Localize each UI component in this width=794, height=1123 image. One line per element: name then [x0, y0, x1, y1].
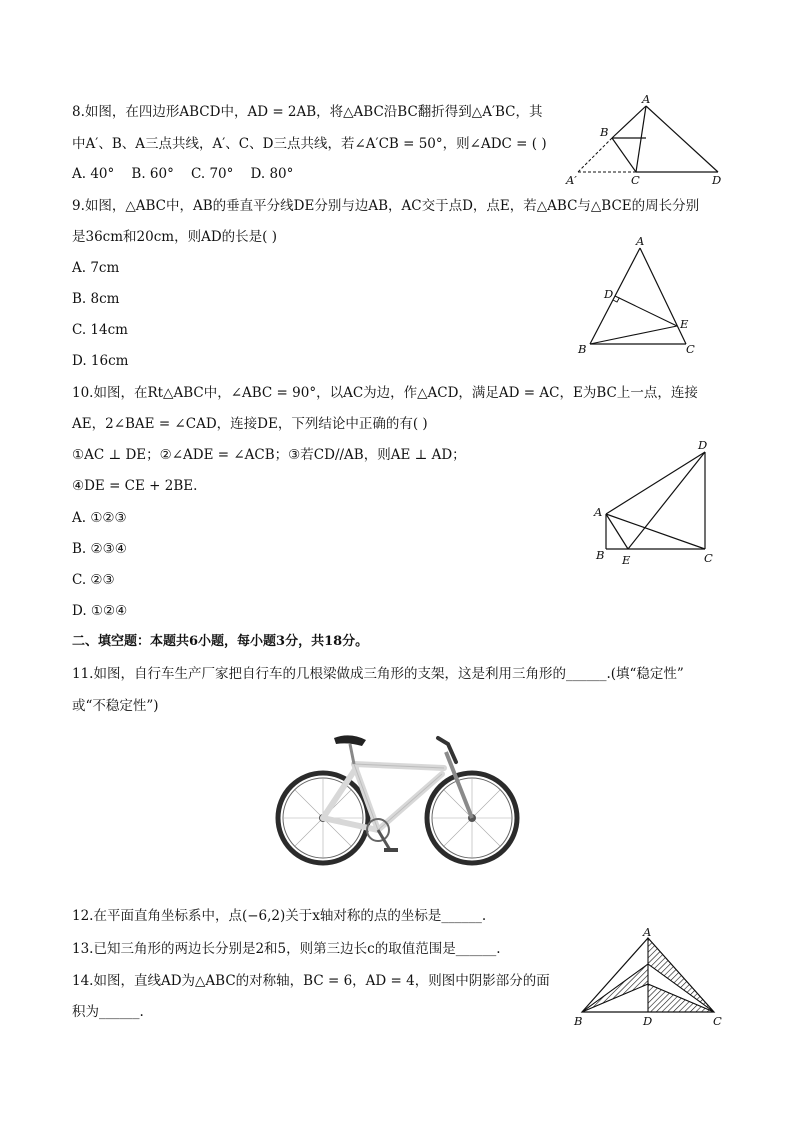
q10-figure — [588, 434, 718, 570]
q14-label-B: B — [574, 1014, 583, 1028]
q9-label-B: B — [578, 342, 587, 356]
q9-label-A: A — [636, 234, 645, 248]
q10-option-a: A. ①②③ — [72, 510, 127, 526]
q14-label-C: C — [713, 1014, 722, 1028]
q8-line2: 中A′、B、A三点共线，A′、C、D三点共线，若∠A′CB = 50°，则∠ADC = ( ) — [72, 136, 547, 152]
q10-label-B: B — [596, 548, 605, 562]
q8-label-D: D — [712, 173, 722, 187]
q10-line1: 10.如图，在Rt△ABC中，∠ABC = 90°，以AC为边，作△ACD，满足AD = AC，E为BC上一点，连接 — [72, 385, 698, 401]
q8-label-C: C — [631, 173, 640, 187]
q8-label-B: B — [600, 125, 609, 139]
q10-label-C: C — [704, 551, 713, 565]
q8-figure — [560, 92, 730, 188]
q12: 12.在平面直角坐标系中，点(−6,2)关于x轴对称的点的坐标是______. — [72, 908, 487, 924]
q9-label-E: E — [680, 317, 689, 331]
q10-label-D: D — [698, 438, 708, 452]
q11-line1: 11.如图，自行车生产厂家把自行车的几根梁做成三角形的支架，这是利用三角形的______.(填“稳定性” — [72, 666, 684, 682]
q10-line3: ①AC ⊥ DE；②∠ADE = ∠ACB；③若CD//AB，则AE ⊥ AD； — [72, 447, 466, 463]
q10-line2: AE，2∠BAE = ∠CAD，连接DE，下列结论中正确的有( ) — [72, 416, 428, 432]
q8-line1: 8.如图，在四边形ABCD中，AD = 2AB，将△ABC沿BC翻折得到△A′BC，其 — [72, 104, 543, 120]
q10-option-b: B. ②③④ — [72, 541, 127, 557]
q10-option-c: C. ②③ — [72, 572, 115, 588]
q9-option-d: D. 16cm — [72, 353, 129, 369]
section-heading: 二、填空题：本题共6小题，每小题3分，共18分。 — [72, 634, 369, 649]
q14-figure — [572, 926, 727, 1034]
q10-label-A: A — [594, 505, 603, 519]
q9-option-b: B. 8cm — [72, 291, 120, 307]
bicycle-image — [270, 722, 522, 874]
q8-label-A-prime: A′ — [566, 173, 577, 187]
q9-label-D: D — [604, 287, 614, 301]
q9-line2: 是36cm和20cm，则AD的长是( ) — [72, 229, 277, 245]
q9-option-a: A. 7cm — [72, 260, 120, 276]
q11-line2: 或“不稳定性”) — [72, 698, 159, 714]
q14-line1: 14.如图，直线AD为△ABC的对称轴，BC = 6，AD = 4，则图中阴影部分的面 — [72, 973, 550, 989]
q10-option-d: D. ①②④ — [72, 603, 128, 619]
q10-label-E: E — [622, 553, 631, 567]
q9-figure — [572, 234, 702, 356]
q8-label-A: A — [642, 92, 651, 106]
q14-label-D: D — [643, 1014, 653, 1028]
q13: 13.已知三角形的两边长分别是2和5，则第三边长c的取值范围是______. — [72, 941, 501, 957]
q9-label-C: C — [686, 342, 695, 356]
q10-line4: ④DE = CE + 2BE. — [72, 478, 198, 494]
q8-options: A. 40° B. 60° C. 70° D. 80° — [72, 166, 294, 182]
q9-line1: 9.如图，△ABC中，AB的垂直平分线DE分别与边AB，AC交于点D，点E，若△ABC与△BCE的周长分别 — [72, 198, 700, 214]
q14-line2: 积为______. — [72, 1004, 144, 1020]
q14-label-A: A — [643, 926, 652, 939]
q9-option-c: C. 14cm — [72, 322, 128, 338]
